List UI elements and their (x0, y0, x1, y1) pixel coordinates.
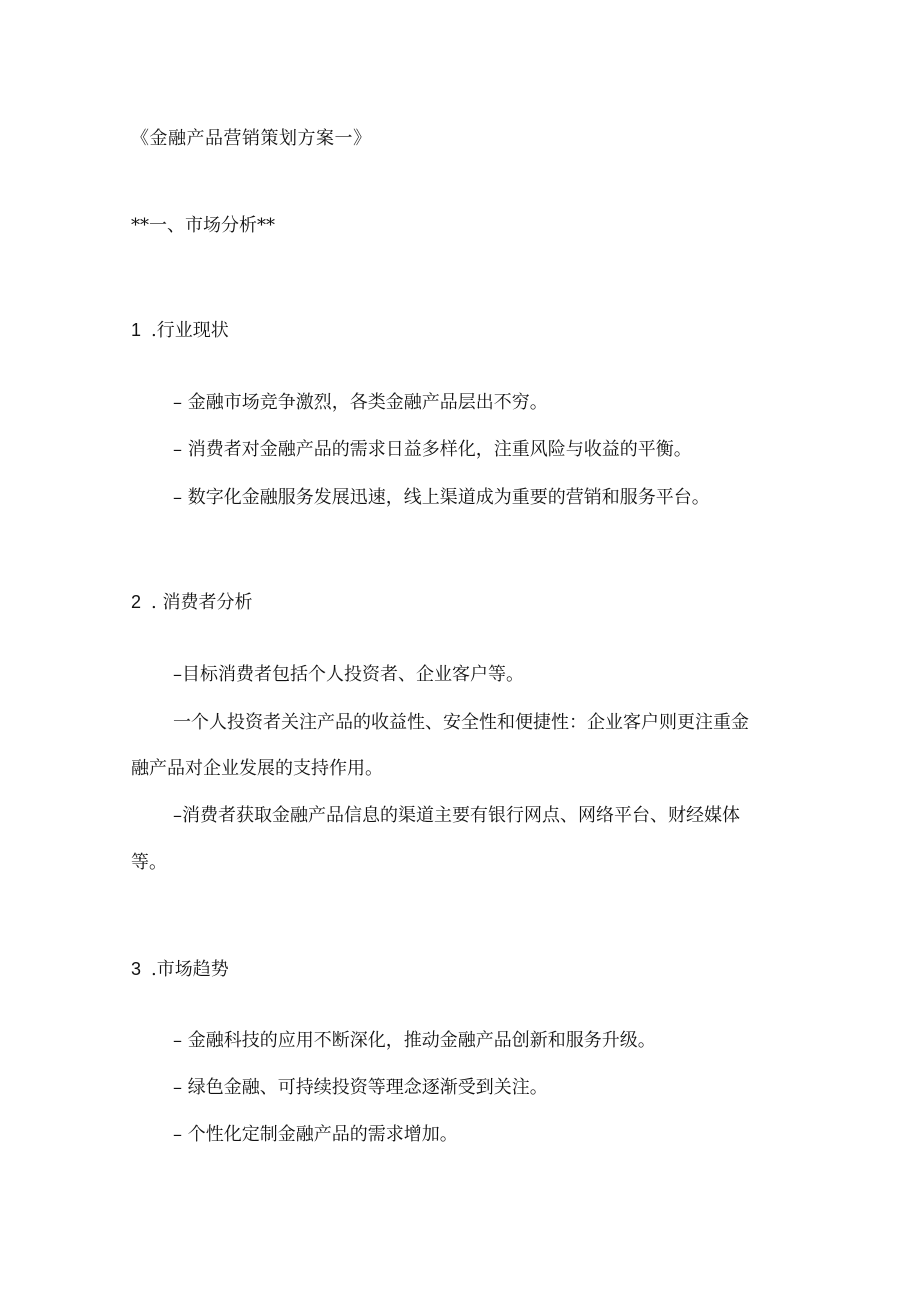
paragraph-line: –目标消费者包括个人投资者、企业客户等。 (173, 664, 524, 685)
subsection-title: .行业现状 (151, 320, 229, 341)
paragraph-line: 一个人投资者关注产品的收益性、安全性和便捷性：企业客户则更注重金 (173, 712, 749, 733)
subsection-number: 2 (131, 592, 142, 612)
subsection-heading-market-trends (131, 957, 229, 982)
paragraph-line: –消费者获取金融产品信息的渠道主要有银行网点、网络平台、财经媒体 (173, 805, 740, 826)
subsection-number: 1 (131, 320, 142, 340)
section-heading-market-analysis: **一、市场分析** (131, 215, 275, 236)
subsection-title: . 消费者分析 (151, 592, 253, 613)
document-title: 《金融产品营销策划方案一》 (131, 128, 372, 149)
bullet-item: – 金融市场竞争激烈，各类金融产品层出不穷。 (173, 392, 548, 413)
subsection-title: .市场趋势 (151, 959, 229, 980)
paragraph-line: 融产品对企业发展的支持作用。 (131, 758, 383, 779)
paragraph-line: 等。 (131, 852, 167, 873)
subsection-number: 3 (131, 959, 142, 979)
subsection-heading-industry-status (131, 318, 229, 343)
bullet-item: – 消费者对金融产品的需求日益多样化，注重风险与收益的平衡。 (173, 439, 692, 460)
bullet-item: – 金融科技的应用不断深化，推动金融产品创新和服务升级。 (173, 1030, 656, 1051)
bullet-item: – 数字化金融服务发展迅速，线上渠道成为重要的营销和服务平台。 (173, 487, 710, 508)
subsection-heading-consumer-analysis (131, 590, 252, 615)
bullet-item: – 绿色金融、可持续投资等理念逐渐受到关注。 (173, 1077, 548, 1098)
bullet-item: – 个性化定制金融产品的需求增加。 (173, 1124, 458, 1145)
